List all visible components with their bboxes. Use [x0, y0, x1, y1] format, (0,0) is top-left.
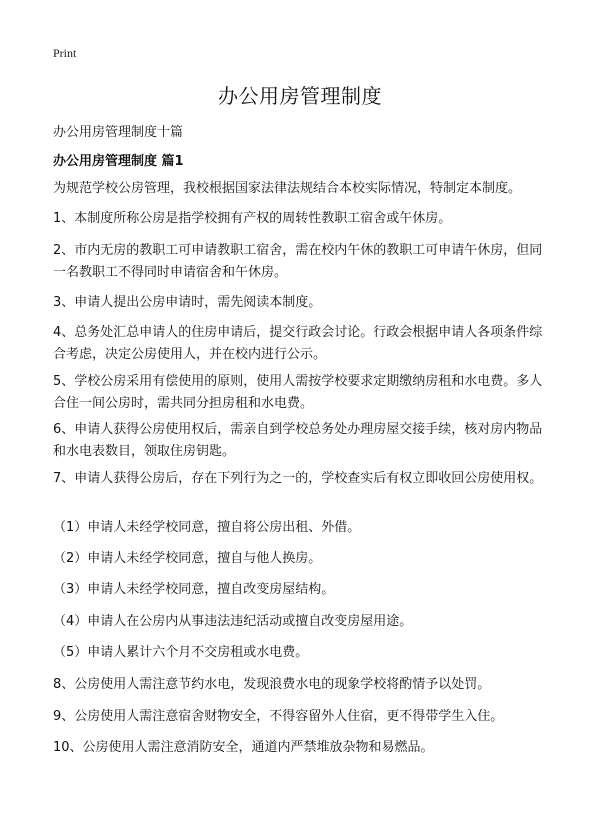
paragraph-7-item-1: （1）申请人未经学校同意，擅自将公房出租、外借。	[53, 520, 361, 535]
document-title: 办公用房管理制度	[218, 84, 382, 108]
section-heading: 办公用房管理制度 篇1	[53, 154, 184, 169]
paragraph-2: 2、市内无房的教职工可申请教职工宿舍，需在校内午休的教职工可申请午休房，但同一名教职工不得同时申请宿舍和午休房。	[53, 243, 543, 280]
paragraph-7-item-2: （2）申请人未经学校同意，擅自与他人换房。	[53, 551, 322, 566]
document-subtitle: 办公用房管理制度十篇	[53, 125, 184, 140]
paragraph-intro: 为规范学校公房管理，我校根据国家法律法规结合本校实际情况，特制定本制度。	[53, 181, 522, 196]
paragraph-7-item-3: （3）申请人未经学校同意，擅自改变房屋结构。	[53, 582, 335, 597]
paragraph-10: 10、公房使用人需注意消防安全，通道内严禁堆放杂物和易燃品。	[53, 740, 434, 755]
paragraph-7-item-5: （5）申请人累计六个月不交房租或水电费。	[53, 645, 309, 660]
paragraph-1: 1、本制度所称公房是指学校拥有产权的周转性教职工宿舍或午休房。	[53, 211, 452, 226]
print-label: Print	[53, 46, 77, 60]
paragraph-9: 9、公房使用人需注意宿舍财物安全，不得容留外人住宿，更不得带学生入住。	[53, 709, 504, 724]
paragraph-3: 3、申请人提出公房申请时，需先阅读本制度。	[53, 295, 322, 310]
paragraph-7: 7、申请人获得公房后，存在下列行为之一的，学校查实后有权立即收回公房使用权。	[53, 471, 543, 486]
paragraph-8: 8、公房使用人需注意节约水电，发现浪费水电的现象学校将酌情予以处罚。	[53, 677, 491, 692]
paragraph-5: 5、学校公房采用有偿使用的原则，使用人需按学校要求定期缴纳房租和水电费。多人合住一间公房时，需共同分担房租和水电费。	[53, 374, 543, 411]
paragraph-4: 4、总务处汇总申请人的住房申请后，提交行政会讨论。行政会根据申请人各项条件综合考虑，决定公房使用人，并在校内进行公示。	[53, 325, 543, 362]
paragraph-6: 6、申请人获得公房使用权后，需亲自到学校总务处办理房屋交接手续，核对房内物品和水电表数目，领取住房钥匙。	[53, 422, 543, 459]
paragraph-7-item-4: （4）申请人在公房内从事违法违纪活动或擅自改变房屋用途。	[53, 614, 413, 629]
